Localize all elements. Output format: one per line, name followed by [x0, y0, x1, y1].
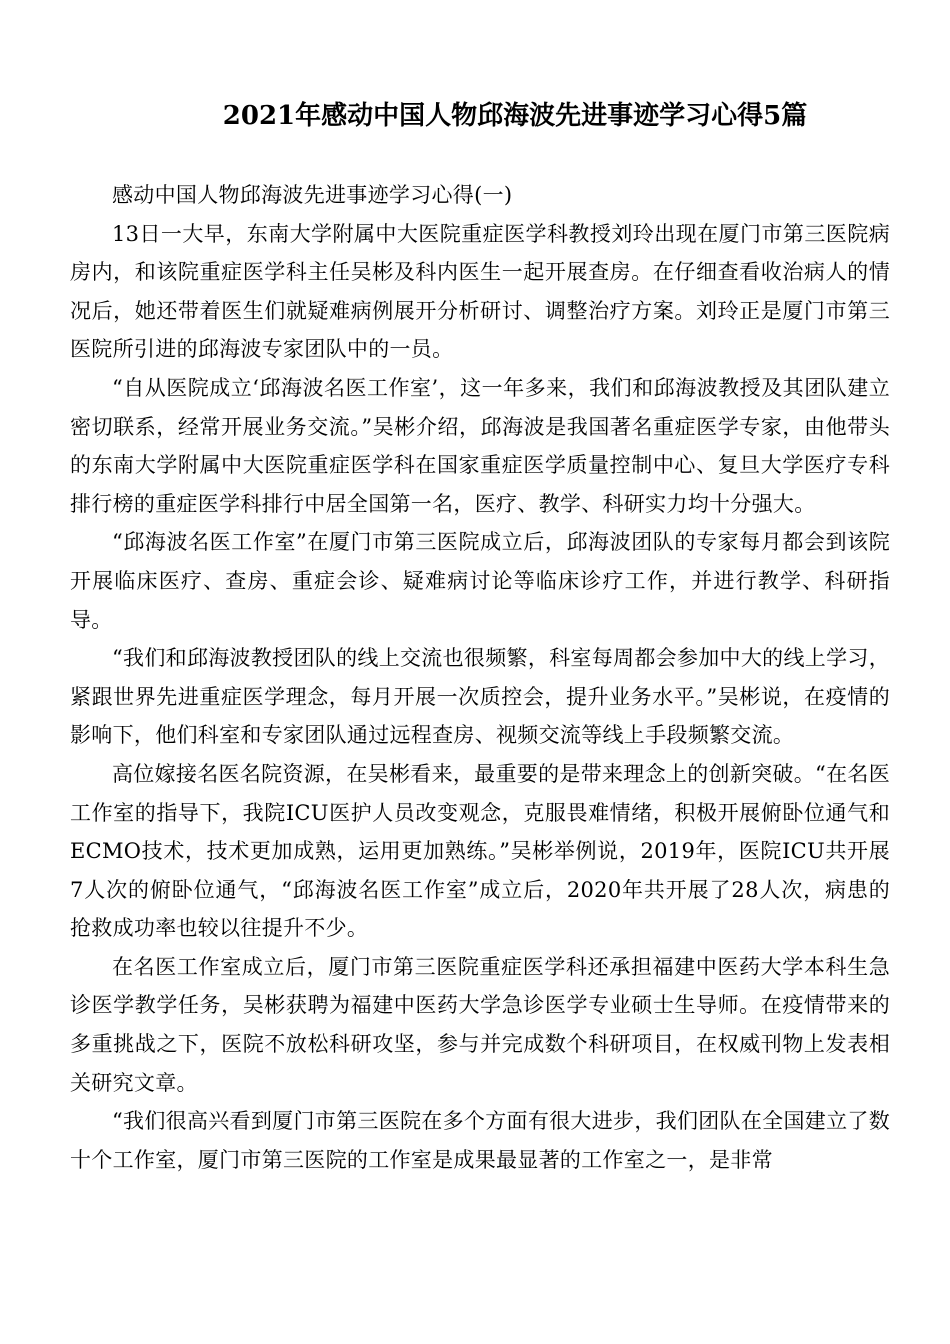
paragraph-7: “我们很高兴看到厦门市第三医院在多个方面有很大进步，我们团队在全国建立了数十个工作室，厦门市第三医院的工作室是成果最显著的工作室之一，是非常: [70, 1109, 890, 1172]
paragraph-6: 在名医工作室成立后，厦门市第三医院重症医学科还承担福建中医药大学本科生急诊医学教学任务，吴彬获聘为福建中医药大学急诊医学专业硕士生导师。在疫情带来的多重挑战之下，医院不放松科研攻坚，参与并完成数个科研项目，在权威刊物上发表相关研究文章。: [70, 954, 890, 1095]
paragraph-1: 13日一大早，东南大学附属中大医院重症医学科教授刘玲出现在厦门市第三医院病房内，和该院重症医学科主任吴彬及科内医生一起开展查房。在仔细查看收治病人的情况后，她还带着医生们就疑难病例展开分析研讨、调整治疗方案。刘玲正是厦门市第三医院所引进的邱海波专家团队中的一员。: [70, 221, 890, 362]
paragraph-2: “自从医院成立‘邱海波名医工作室’，这一年多来，我们和邱海波教授及其团队建立密切联系，经常开展业务交流。”吴彬介绍，邱海波是我国著名重症医学专家，由他带头的东南大学附属中大医院重症医学科在国家重症医学质量控制中心、复旦大学医疗专科排行榜的重症医学科排行中居全国第一名，医疗、教学、科研实力均十分强大。: [70, 375, 890, 516]
section-subheading: 感动中国人物邱海波先进事迹学习心得(一): [112, 183, 513, 207]
paragraph-4: “我们和邱海波教授团队的线上交流也很频繁，科室每周都会参加中大的线上学习，紧跟世界先进重症医学理念，每月开展一次质控会，提升业务水平。”吴彬说，在疫情的影响下，他们科室和专家团队通过远程查房、视频交流等线上手段频繁交流。: [70, 646, 890, 748]
paragraph-3: “邱海波名医工作室”在厦门市第三医院成立后，邱海波团队的专家每月都会到该院开展临床医疗、查房、重症会诊、疑难病讨论等临床诊疗工作，并进行教学、科研指导。: [70, 530, 890, 632]
document-body: [70, 176, 890, 1179]
document-title: 2021年感动中国人物邱海波先进事迹学习心得5篇: [222, 101, 808, 131]
paragraph-5: 高位嫁接名医名院资源，在吴彬看来，最重要的是带来理念上的创新突破。“在名医工作室的指导下，我院ICU医护人员改变观念，克服畏难情绪，积极开展俯卧位通气和ECMO技术，技术更加成熟，运用更加熟练。”吴彬举例说，2019年，医院ICU共开展7人次的俯卧位通气，“邱海波名医工作室”成立后，2020年共开展了28人次，病患的抢救成功率也较以往提升不少。: [70, 761, 890, 941]
